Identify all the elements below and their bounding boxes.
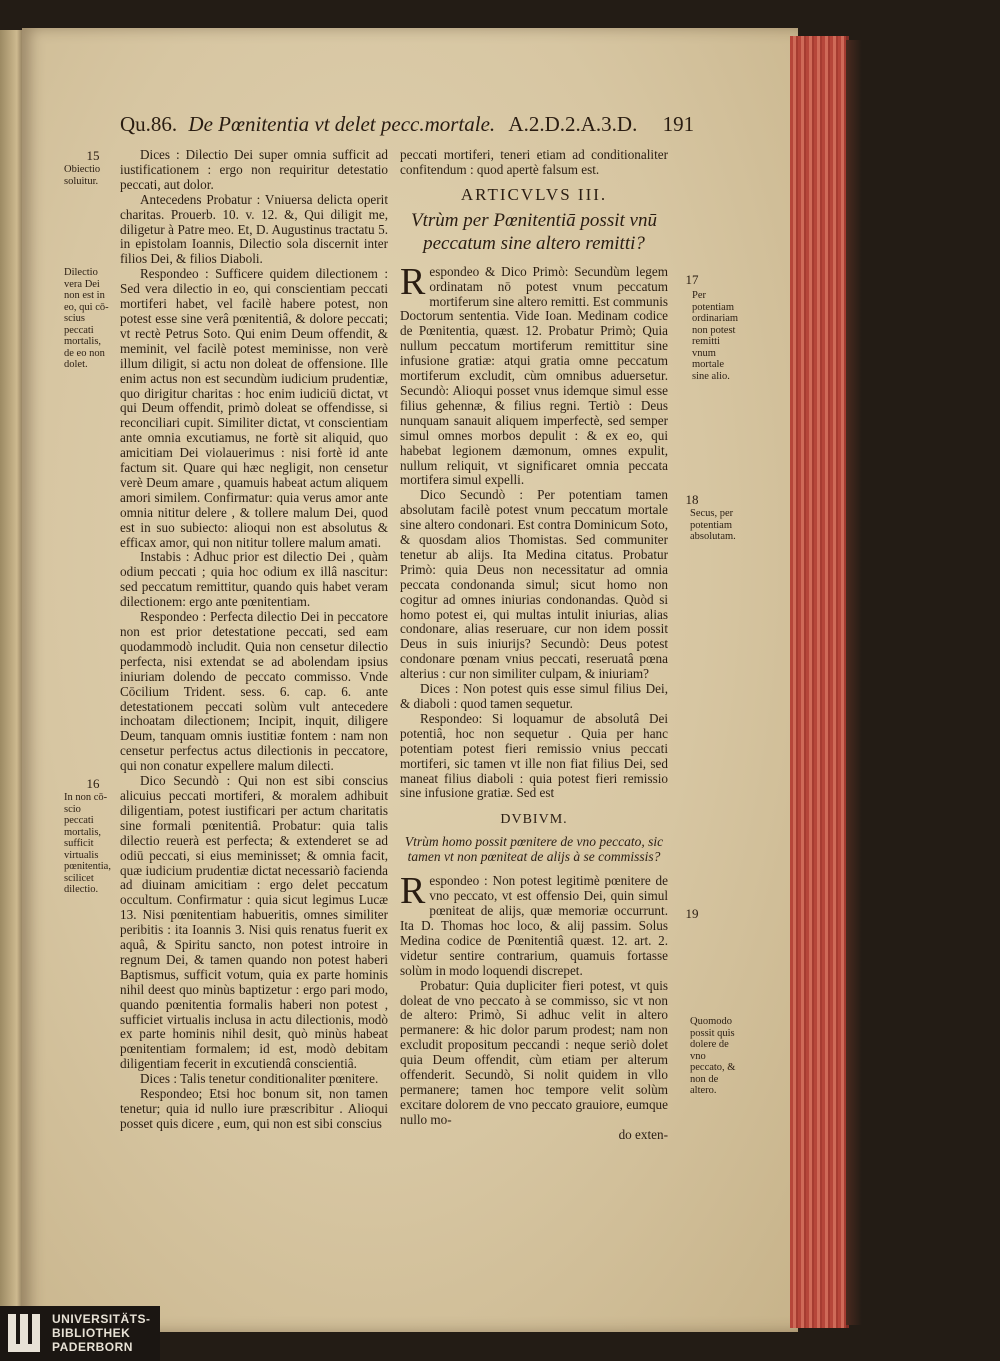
library-logo-text — [52, 1312, 151, 1354]
page-number: 191 — [662, 112, 695, 136]
margin-number-18: 18 — [685, 492, 699, 507]
margin-number-15: 15 — [86, 148, 100, 163]
paragraph: Respondeo : Perfecta dilectio Dei in peccatore non est prior detestatione peccati, sed eam quodammodò includit. Quia non censetur dilectio perfecta, nisi extendat se ad abolendam ipsius iniuriam dolendo de peccato commisso. Vnde Cōcilium Trident. sess. 6. cap. 6. ante detestationem peccati solùm vult antecedere inchoatam dilectionem; Incipit, inquit, diligere Deum, tanquam omnis iustitiæ fontem : nam non censetur perfectus actus dilectionis in peccatore, qui non conatur expellere malum dilecti. — [120, 609, 388, 774]
header-title: De Pœnitentia vt delet pecc.mortale. — [188, 112, 496, 136]
paragraph: Antecedens Probatur : Vniuersa delicta operit charitas. Prouerb. 10. v. 12. &, Qui diligit me, diligetur à Patre meo. Et, D. Augustinus tractatu 5. in epistolam Ioannis, Dilectio sola discernit inter filios Dei, & filios Diaboli. — [120, 191, 388, 267]
catchword: do exten- — [618, 1126, 668, 1142]
running-header — [120, 112, 694, 137]
margin-note-16: In non cō-scio peccati mortalis, sufficit virtualis pœnitentia, scilicet dilectio. — [64, 792, 111, 895]
logo-line: BIBLIOTHEK — [52, 1326, 131, 1340]
paragraph: Probatur: Quia dupliciter fieri potest, vt quis doleat de vno peccato à se commisso, sic vt non de altero: Primò, Si adhuc velit in altero permanere: & hic dolor parum prodest; nam non excludit propositum peccandi : neque seriò dolet quia Deum offendit, cùm etiam per alterum offenderit. Secundò, Si nolit quidem in vllo permanere; tamen hoc tempore velit solùm excitare dolorem de vno peccato grauiore, eumque nullo mo- — [400, 977, 668, 1127]
right-column — [400, 148, 668, 1143]
continued-text: peccati mortiferi, teneri etiam ad conditionaliter confitendum : quod apertè falsum est. — [400, 147, 668, 177]
articulus-title: Vtrùm per Pœnitentiā possit vnū peccatum sine altero remitti? — [411, 209, 657, 254]
logo-line: PADERBORN — [52, 1340, 133, 1354]
paragraph: Dico Secundò : Per potentiam tamen absolutam facilè potest vnum peccatum mortale sine altero condonari. Est contra Dominicum Soto, & quosdam alios Thomistas. Sed communiter tenetur ab alijs. Ita Medina citatus. Probatur Primò: quia Deus non necessitatur ad omnia peccata condonanda simul; sicut homo non cogitur ad omnes iniurias condonandas. Quòd si homo potest ei, qui multas intulit iniurias, alias condonare, alias reseruare, cur non idem possit Deus in suis iniurijs? Secundò: Deus potest condonare pœnam vnius peccati, reseruatâ pœna alterius : cur non similiter culpam, & iniuriam? — [400, 487, 668, 682]
paragraph: Dices : Talis tenetur conditionaliter pœnitere. — [140, 1071, 379, 1087]
paragraph: Respondeo & Dico Primò: Secundùm legem ordinatam nō potest vnum peccatum mortiferum sine altero remitti. Est communis Doctorum sententia. Vide Ioan. Medinam codice de Pœnitentia, quæst. 12. Probatur Primò; Quia nullum peccatum mortiferum remittitur sine infusione gratiæ: atqui gratia omne peccatum mortiferum excludit, cùm omnibus aduersetur. Secundò: Alioqui posset vnus idemque simul esse filius gehennæ, & filius regni. Tertiò : Deus nunquam sanauit aliquem imperfectè, sed semper simul omnes morbos depulit : & ex eo, qui habebat legionem dæmonum, omnes expulit, nullum reliquit, vt significaret omnia peccata mortifera simul expelli. — [400, 260, 668, 488]
header-quaestio: Qu.86. — [120, 112, 178, 136]
library-logo — [0, 1306, 160, 1361]
header-ref: A.2.D.2.A.3.D. — [508, 112, 638, 136]
paragraph: Respondeo : Non potest legitimè pœnitere de vno peccato, vt est offensio Dei, quin simul pœniteat de alijs, quæ memoriæ occurrunt. Ita D. Thomas hoc loco, & alij passim. Solus Medina codice de Pœnitentiâ quæst. 12. art. 2. videtur sentire contrarium, quamuis fortasse solùm in modo loquendi discrepet. — [400, 870, 668, 978]
book-shadow — [846, 40, 862, 1325]
paragraph: Dices : Dilectio Dei super omnia sufficit ad iustificationem : ergo non requiritur detestatio peccati, aut dolor. — [120, 147, 388, 192]
margin-note-dilectio: Dilectio vera Dei non est in eo, qui cō-scius peccati mortalis, de eo non dolet. — [64, 267, 109, 370]
margin-number-19: 19 — [685, 906, 699, 921]
dubium-title: Vtrùm homo possit pœnitere de vno peccato, sic tamen vt non pœniteat de alijs à se commissis? — [404, 834, 664, 865]
paragraph: Dices : Non potest quis esse simul filius Dei, & diaboli : quod tamen sequetur. — [400, 681, 668, 711]
paragraph: Instabis : Adhuc prior est dilectio Dei , quàm odium peccati ; quia hoc odium ex illâ nascitur: sed peccatum remittitur, quando quis habet veram dilectionem: ergo ante pœnitentiam. — [120, 549, 388, 610]
left-column — [120, 148, 388, 1132]
margin-note-19: Quomodo possit quis dolere de vno peccato, & non de altero. — [690, 1016, 736, 1096]
articulus-heading: ARTICVLVS III. — [460, 184, 608, 204]
logo-line: UNIVERSITÄTS- — [52, 1312, 151, 1326]
library-logo-icon — [8, 1314, 46, 1352]
margin-note-15: Obiectio soluitur. — [64, 164, 101, 187]
margin-note-18: Secus, per potentiam absolutam. — [690, 508, 736, 542]
margin-number-17: 17 — [685, 272, 699, 287]
margin-number-16: 16 — [86, 776, 100, 791]
paragraph: Respondeo : Sufficere quidem dilectionem : Sed vera dilectio in eo, qui conscientiam peccati mortiferi habet, vel facilè habere potest, non potest esse sine verâ pœnitentiâ, & dolore peccati; vt rectè Petrus Soto. Qui enim Deum offendit, & meminit, vel facilè potest meminisse, non verè illum diligit, si actu non doleat de offensione. Ille enim actus non est secundùm iudicium prudentiæ, quo dirigitur charitas : hoc enim iudiciū dictat, vt qui Deum offendit, primò doleat se offendisse, si reconciliari cupit. Similiter dictat, vt conscientiam ante omnia excutiamus, ne fortè sit aliquid, quo amicitiam Dei violauerimus : nisi fortè id ante factum sit. Quare qui hæc negligit, non censetur verè Deum amare , quamuis habeat actum aliquem amori similem. Confirmatur: quia verus amor ante omnia nititur delere , & tollere malum Dei, quod est in suo subiecto: alioqui non est absolutus & efficax amor, qui non nititur tollere malum amati. — [120, 266, 388, 550]
red-page-edges — [790, 36, 849, 1328]
paragraph: Dico Secundò : Qui non est sibi conscius alicuius peccati mortiferi, & moralem adhibuit diligentiam, potest iustificari per actum charitatis sine formali pœnitentiâ. Probatur: quia talis dilectio reuerà est perfecta; & extenderet se ad odiū peccati, si eius meminisset; & omnia facit, quæ iudicium prudentiæ dictat necessariò facienda ad diuinam amicitiam : ergo delet peccatum occultum. Confirmatur : quia sicut legimus Lucæ 13. Nisi pœnitentiam habueritis, omnes similiter peribitis : ita Ioannis 3. Nisi quis renatus fuerit ex aquâ, & Spiritu sancto, non potest introire in regnum Dei, & tamen quando non potest haberi Baptismus, sufficit votum, quia ex parte hominis nihil deest quo minùs baptizetur : ergo pari modo, quando pœnitentia formalis haberi non potest , sufficiet virtualis inclusa in actu dilectionis, modò ex parte hominis nihil desit, quò minùs habeat pœnitentiam formalem; id est, modò debitam diligentiam fecerit in excutiendâ conscientiâ. — [120, 773, 388, 1072]
margin-note-17: Per potentiam ordinariam non potest remitti vnum mortale sine alio. — [692, 290, 739, 382]
paragraph: Respondeo: Si loquamur de absolutâ Dei potentiâ, hoc non sequetur . Quia per hanc potentiam potest fieri remissio vnius peccati mortiferi, sic tamen vt ille non fiat filius Dei, sed maneat filius diaboli : quia potest fieri remissio sine infusione gratiæ. Sed est — [400, 710, 668, 801]
dubium-heading: DVBIVM. — [500, 812, 568, 828]
paragraph: Respondeo; Etsi hoc bonum sit, non tamen tenetur; quia id nullo iure præscribitur . Alioqui posset quis dicere , eum, qui non est sibi conscius — [120, 1086, 388, 1131]
